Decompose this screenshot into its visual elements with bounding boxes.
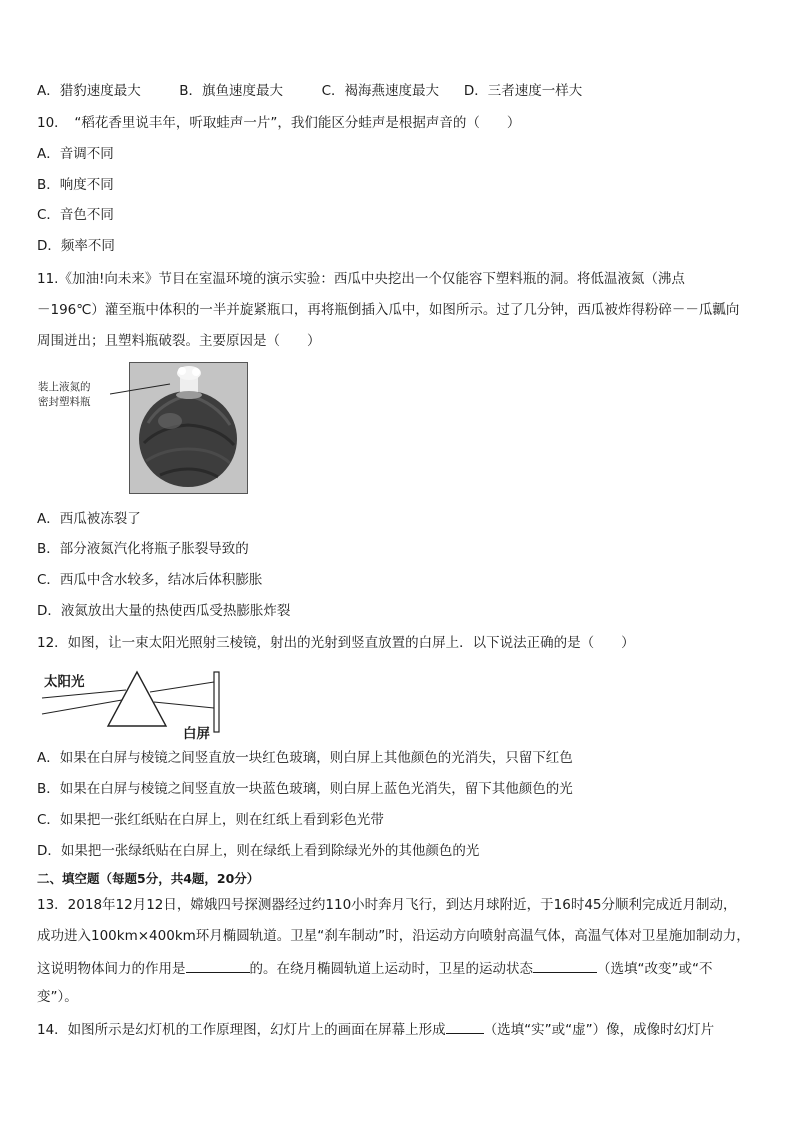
q14-part-b: （选填“实”或“虚”）像，成像时幻灯片 — [483, 1022, 715, 1038]
q11-figure-label — [38, 380, 91, 410]
q11-option-b: B．部分液氮汽化将瓶子胀裂导致的 — [37, 541, 249, 557]
q9-option-c: C．褐海燕速度最大 — [321, 83, 440, 99]
q11-label-pointer — [110, 382, 172, 396]
q12-label-sunlight: 太阳光 — [44, 674, 85, 690]
sunlight-ray-upper — [42, 690, 126, 698]
q10-option-a: A．音调不同 — [37, 146, 114, 162]
q13-blank-2[interactable] — [533, 958, 597, 973]
q14-blank-1[interactable] — [446, 1019, 484, 1034]
white-screen — [214, 672, 219, 732]
q11-stem-line1: 11.《加油!向未来》节目在室温环境的演示实验：西瓜中央挖出一个仅能容下塑料瓶的洞。将低温液氮（沸点 — [37, 271, 685, 287]
q11-figure-label-line1: 装上液氮的 — [38, 381, 91, 393]
q12-option-d: D．如果把一张绿纸贴在白屏上，则在绿纸上看到除绿光外的其他颜色的光 — [37, 843, 480, 859]
refracted-ray-lower — [154, 702, 214, 708]
q10-option-b: B．响度不同 — [37, 177, 114, 193]
q9-option-a: A．猎豹速度最大 — [37, 83, 141, 99]
q10-option-d: D．频率不同 — [37, 238, 115, 254]
q10-option-c: C．音色不同 — [37, 207, 114, 223]
q11-figure-label-line2: 密封塑料瓶 — [38, 396, 91, 408]
q11-stem-line3: 周围迸出；且塑料瓶破裂。主要原因是（ ） — [37, 333, 321, 349]
q13-blank-1[interactable] — [186, 958, 250, 973]
q13-line2: 成功进入100km×400km环月椭圆轨道。卫星“刹车制动”时，沿运动方向喷射高温气体，高温气体对卫星施加制动力， — [37, 928, 750, 944]
q12-option-b: B．如果在白屏与棱镜之间竖直放一块蓝色玻璃，则白屏上蓝色光消失，留下其他颜色的光 — [37, 781, 573, 797]
refracted-ray-upper — [150, 682, 214, 692]
prism-shape — [108, 672, 166, 726]
q12-option-c: C．如果把一张红纸贴在白屏上，则在红纸上看到彩色光带 — [37, 812, 384, 828]
q13-line3-c: （选填“改变”或“不 — [597, 961, 713, 977]
q12-label-screen: 白屏 — [183, 726, 210, 742]
q11-option-c: C．西瓜中含水较多，结冰后体积膨胀 — [37, 572, 263, 588]
q9-option-d: D．三者速度一样大 — [463, 83, 583, 99]
q9-option-b: B．旗鱼速度最大 — [179, 83, 284, 99]
section2-title: 二、填空题（每题5分，共4题，20分） — [37, 871, 260, 886]
q9-options — [37, 82, 582, 100]
q10-stem: 10． “稻花香里说丰年，听取蛙声一片”，我们能区分蛙声是根据声音的（ ） — [37, 115, 521, 131]
sunlight-ray-lower — [42, 700, 122, 714]
q11-stem-line2: －196℃）灌至瓶中体积的一半并旋紧瓶口，再将瓶倒插入瓜中，如图所示。过了几分钟，西瓜被炸得粉碎－－瓜瓤向 — [37, 302, 740, 318]
q11-option-a: A．西瓜被冻裂了 — [37, 511, 141, 527]
q13-line3 — [37, 958, 712, 978]
q14-line1 — [37, 1019, 714, 1039]
q13-line4: 变”）。 — [37, 989, 78, 1005]
q13-line3-b: 的。在绕月椭圆轨道上运动时，卫星的运动状态 — [249, 961, 533, 977]
q12-option-a: A．如果在白屏与棱镜之间竖直放一块红色玻璃，则白屏上其他颜色的光消失，只留下红色 — [37, 750, 573, 766]
q13-line3-a: 这说明物体间力的作用是 — [37, 961, 186, 977]
q14-part-a: 14．如图所示是幻灯机的工作原理图，幻灯片上的画面在屏幕上形成 — [37, 1022, 446, 1038]
q11-option-d: D．液氮放出大量的热使西瓜受热膨胀炸裂 — [37, 603, 291, 619]
q13-line1: 13．2018年12月12日，嫦娥四号探测器经过约110小时奔月飞行，到达月球附近，于16时45分顺利完成近月制动， — [37, 897, 737, 913]
q12-stem: 12．如图，让一束太阳光照射三棱镜，射出的光射到竖直放置的白屏上．以下说法正确的是（ ） — [37, 635, 635, 651]
